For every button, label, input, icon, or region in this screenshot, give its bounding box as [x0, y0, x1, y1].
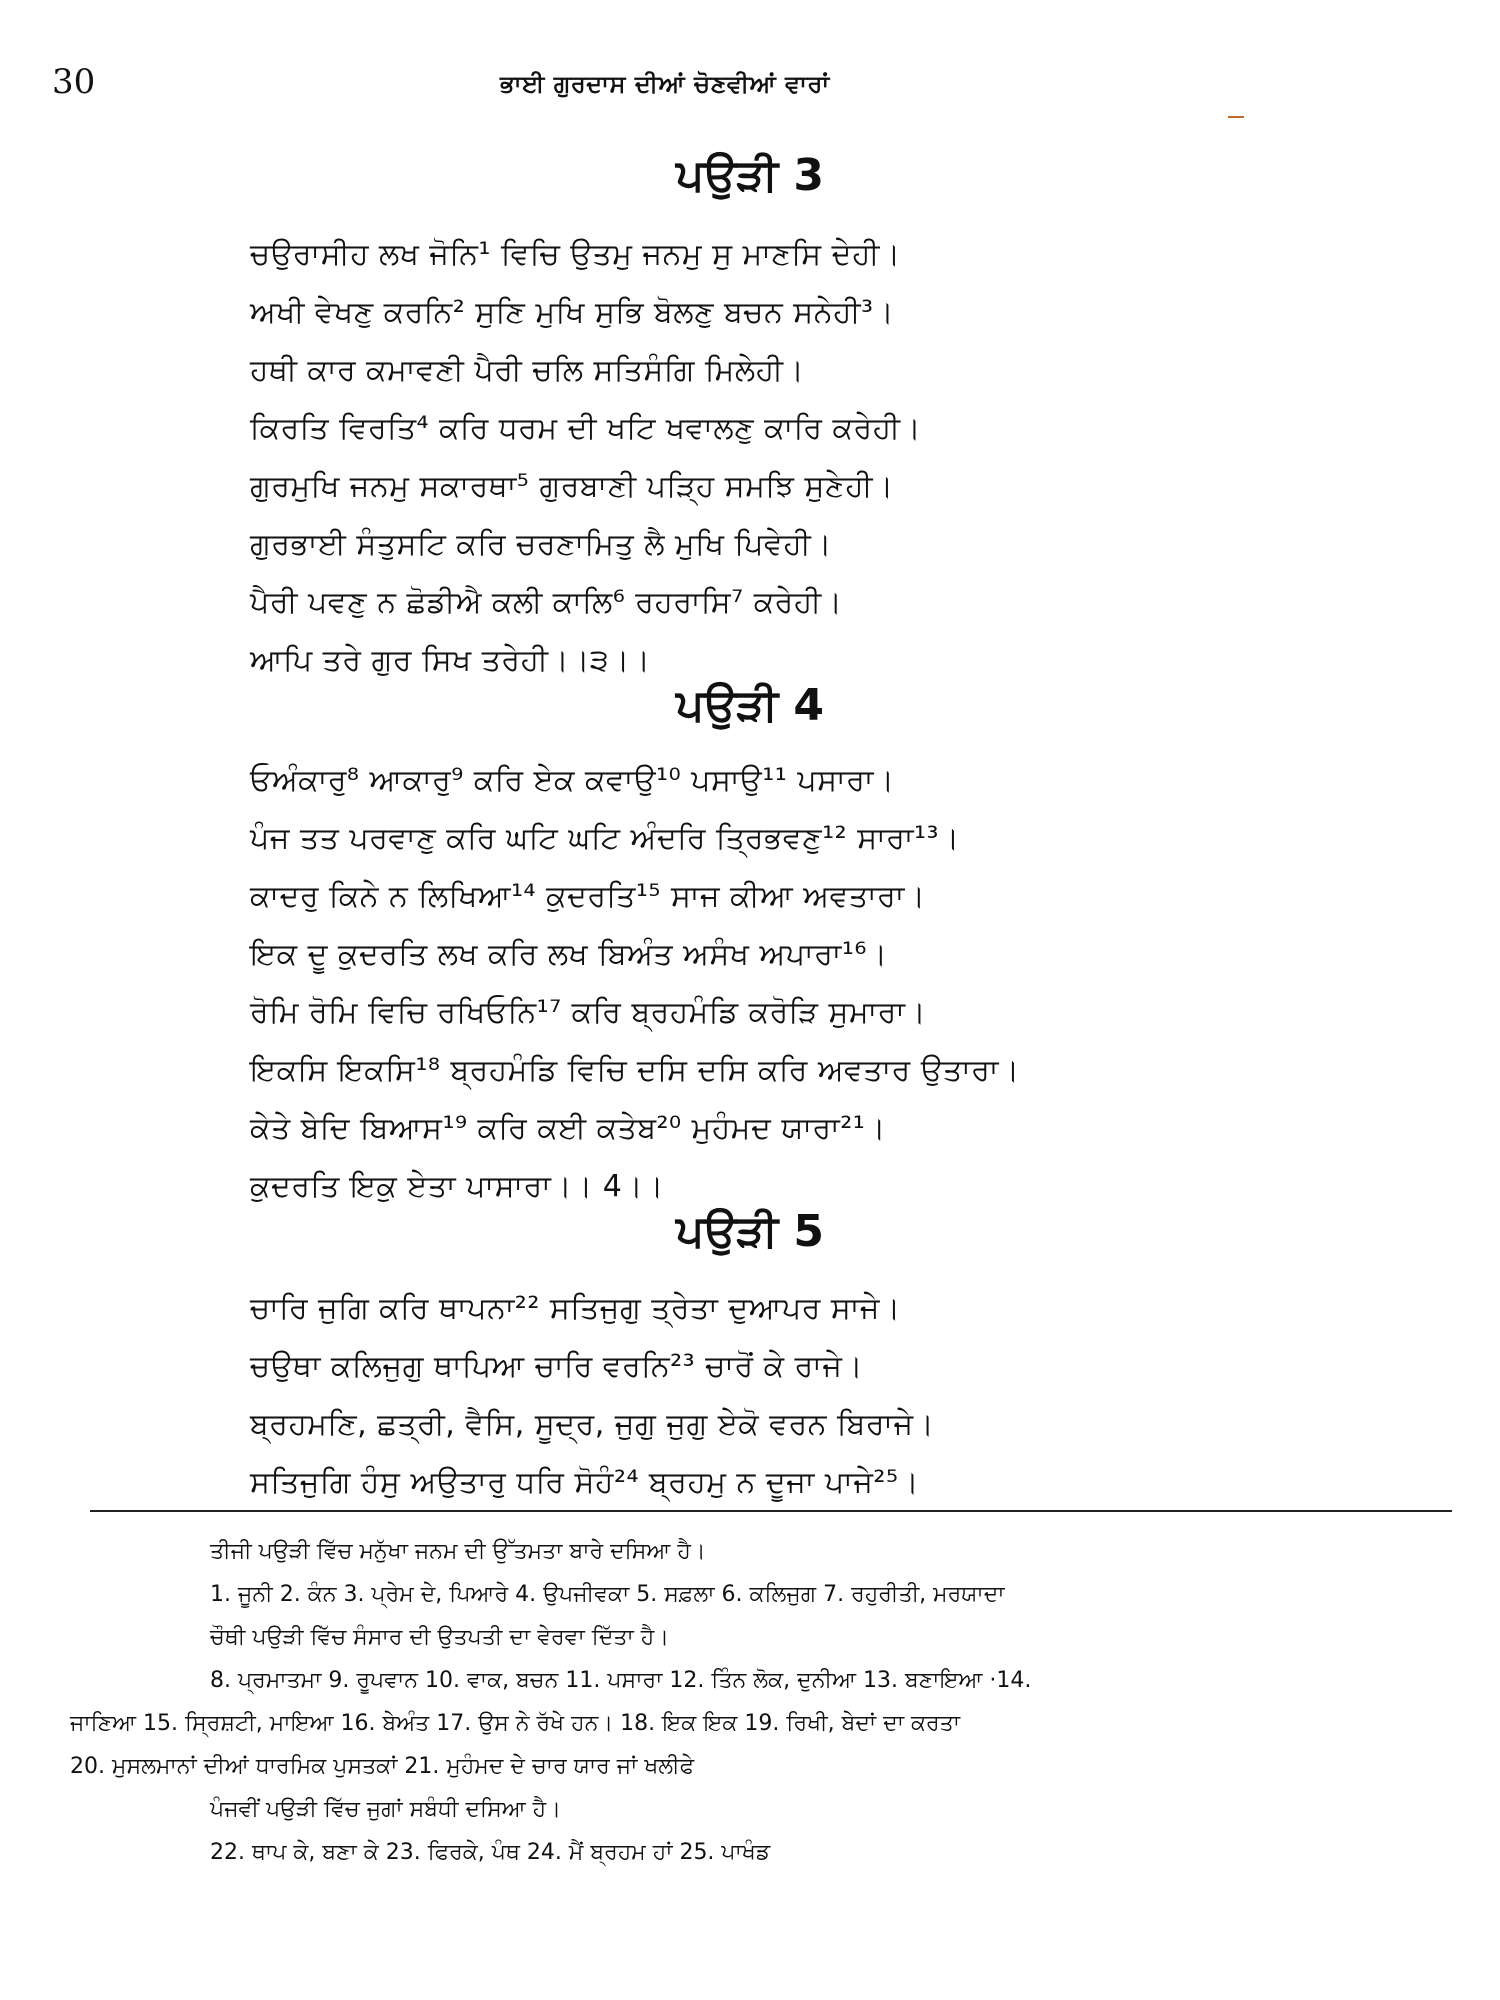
verse-line: ਕਾਦਰੁ ਕਿਨੇ ਨ ਲਿਖਿਆ¹⁴ ਕੁਦਰਤਿ¹⁵ ਸਾਜ ਕੀਆ ਅਵਤਾਰਾ।: [250, 879, 926, 914]
footnote-glosses-3: 1. ਜੂਨੀ 2. ਕੰਨ 3. ਪ੍ਰੇਮ ਦੇ, ਪਿਆਰੇ 4. ਉਪਜੀਵਕਾ 5. ਸਫ਼ਲਾ 6. ਕਲਿਜੁਗ 7. ਰਹੁਰੀਤੀ, ਮਰਯਾਦਾ: [210, 1582, 1005, 1607]
verse-line: ਕੇਤੇ ਬੇਦਿ ਬਿਆਸ¹⁹ ਕਰਿ ਕਈ ਕਤੇਬ²⁰ ਮੁਹੰਮਦ ਯਾਰਾ²¹।: [250, 1111, 886, 1146]
page-number: 30: [52, 62, 96, 102]
footnote-glosses-4c: 20. ਮੁਸਲਮਾਨਾਂ ਦੀਆਂ ਧਾਰਮਿਕ ਪੁਸਤਕਾਂ 21. ਮੁਹੰਮਦ ਦੇ ਚਾਰ ਯਾਰ ਜਾਂ ਖਲੀਫੇ: [70, 1754, 695, 1779]
verse-line: ਚਾਰਿ ਜੁਗਿ ਕਰਿ ਥਾਪਨਾ²² ਸਤਿਜੁਗੁ ਤ੍ਰੇਤਾ ਦੁਆਪਰ ਸਾਜੇ।: [250, 1291, 901, 1326]
stanza-5-verses: [250, 1280, 934, 1512]
footnote-divider: [90, 1510, 1452, 1512]
verse-line: ਕੁਦਰਤਿ ਇਕੁ ਏਤਾ ਪਾਸਾਰਾ।। 4।।: [250, 1169, 664, 1204]
verse-line: ਪੈਰੀ ਪਵਣੁ ਨ ਛੋਡੀਐ ਕਲੀ ਕਾਲਿ⁶ ਰਹਰਾਸਿ⁷ ਕਰੇਹੀ।: [250, 585, 843, 620]
verse-line: ਚਉਥਾ ਕਲਿਜੁਗੁ ਥਾਪਿਆ ਚਾਰਿ ਵਰਨਿ²³ ਚਾਰੋਂ ਕੇ ਰਾਜੇ।: [250, 1349, 864, 1384]
ink-mark: [1228, 116, 1244, 118]
footnotes: [70, 1530, 1450, 1874]
verse-line: ਗੁਰਭਾਈ ਸੰਤੁਸਟਿ ਕਰਿ ਚਰਣਾਮਿਤੁ ਲੈ ਮੁਖਿ ਪਿਵੇਹੀ।: [250, 527, 832, 562]
verse-line: ਆਪਿ ਤਰੇ ਗੁਰ ਸਿਖ ਤਰੇਹੀ।।੩।।: [250, 643, 651, 678]
footnote-glosses-4b: ਜਾਣਿਆ 15. ਸ੍ਰਿਸ਼ਟੀ, ਮਾਇਆ 16. ਬੇਅੰਤ 17. ਉਸ ਨੇ ਰੱਖੇ ਹਨ। 18. ਇਕ ਇਕ 19. ਰਿਖੀ, ਬੇਦਾਂ ਦਾ ਕਰਤਾ: [70, 1711, 961, 1736]
verse-line: ਸਤਿਜੁਗਿ ਹੰਸੁ ਅਉਤਾਰੁ ਧਰਿ ਸੋਹੰ²⁴ ਬ੍ਰਹਮੁ ਨ ਦੂਜਾ ਪਾਜੇ²⁵।: [250, 1465, 920, 1500]
stanza-3-verses: [250, 226, 921, 690]
footnote-glosses-4a: 8. ਪ੍ਰਮਾਤਮਾ 9. ਰੂਪਵਾਨ 10. ਵਾਕ, ਬਚਨ 11. ਪਸਾਰਾ 12. ਤਿੰਨ ਲੋਕ, ਦੁਨੀਆ 13. ਬਣਾਇਆ ·14.: [210, 1668, 1032, 1693]
running-title: ਭਾਈ ਗੁਰਦਾਸ ਦੀਆਂ ਚੋਣਵੀਆਂ ਵਾਰਾਂ: [500, 70, 830, 98]
verse-line: ਇਕਸਿ ਇਕਸਿ¹⁸ ਬ੍ਰਹਮੰਡਿ ਵਿਚਿ ਦਸਿ ਦਸਿ ਕਰਿ ਅਵਤਾਰ ਉਤਾਰਾ।: [250, 1053, 1020, 1088]
verse-line: ਬ੍ਰਹਮਣਿ, ਛਤ੍ਰੀ, ਵੈਸਿ, ਸੂਦ੍ਰ, ਜੁਗੁ ਜੁਗੁ ਏਕੋ ਵਰਨ ਬਿਰਾਜੇ।: [250, 1407, 935, 1442]
verse-line: ਓਅੰਕਾਰੁ⁸ ਆਕਾਰੁ⁹ ਕਰਿ ਏਕ ਕਵਾਉ¹⁰ ਪਸਾਉ¹¹ ਪਸਾਰਾ।: [250, 763, 895, 798]
verse-line: ਰੋਮਿ ਰੋਮਿ ਵਿਚਿ ਰਖਿਓਨਿ¹⁷ ਕਰਿ ਬ੍ਰਹਮੰਡਿ ਕਰੋੜਿ ਸੁਮਾਰਾ।: [250, 995, 927, 1030]
stanza-heading-5: ਪਉੜੀ 5: [675, 1206, 825, 1257]
verse-line: ਹਥੀ ਕਾਰ ਕਮਾਵਣੀ ਪੈਰੀ ਚਲਿ ਸਤਿਸੰਗਿ ਮਿਲੇਹੀ।: [250, 353, 805, 388]
verse-line: ਗੁਰਮੁਖਿ ਜਨਮੁ ਸਕਾਰਥਾ⁵ ਗੁਰਬਾਣੀ ਪੜ੍ਹਿ ਸਮਝਿ ਸੁਣੇਹੀ।: [250, 469, 894, 504]
verse-line: ਕਿਰਤਿ ਵਿਰਤਿ⁴ ਕਰਿ ਧਰਮ ਦੀ ਖਟਿ ਖਵਾਲਣੁ ਕਾਰਿ ਕਰੇਹੀ।: [250, 411, 922, 446]
footnote-intro-5: ਪੰਜਵੀਂ ਪਉੜੀ ਵਿੱਚ ਜੁਗਾਂ ਸਬੰਧੀ ਦਸਿਆ ਹੈ।: [210, 1797, 562, 1822]
verse-line: ਇਕ ਦੂ ਕੁਦਰਤਿ ਲਖ ਕਰਿ ਲਖ ਬਿਅੰਤ ਅਸੰਖ ਅਪਾਰਾ¹⁶।: [250, 937, 888, 972]
verse-line: ਪੰਜ ਤਤ ਪਰਵਾਣੁ ਕਰਿ ਘਟਿ ਘਟਿ ਅੰਦਰਿ ਤ੍ਰਿਭਵਣੁ¹² ਸਾਰਾ¹³।: [250, 821, 960, 856]
stanza-heading-3: ਪਉੜੀ 3: [675, 150, 825, 201]
verse-line: ਅਖੀ ਵੇਖਣੁ ਕਰਨਿ² ਸੁਣਿ ਮੁਖਿ ਸੁਭਿ ਬੋਲਣੁ ਬਚਨ ਸਨੇਹੀ³।: [250, 295, 895, 330]
verse-line: ਚਉਰਾਸੀਹ ਲਖ ਜੋਨਿ¹ ਵਿਚਿ ਉਤਮੁ ਜਨਮੁ ਸੁ ਮਾਣਸਿ ਦੇਹੀ।: [250, 237, 901, 272]
stanza-4-verses: [250, 752, 1020, 1216]
footnote-intro-4: ਚੌਥੀ ਪਉੜੀ ਵਿੱਚ ਸੰਸਾਰ ਦੀ ਉਤਪਤੀ ਦਾ ਵੇਰਵਾ ਦਿੱਤਾ ਹੈ।: [210, 1625, 670, 1650]
page-header: [0, 62, 1500, 106]
stanza-heading-4: ਪਉੜੀ 4: [675, 680, 825, 731]
footnote-glosses-5: 22. ਥਾਪ ਕੇ, ਬਣਾ ਕੇ 23. ਫਿਰਕੇ, ਪੰਥ 24. ਮੈਂ ਬ੍ਰਹਮ ਹਾਂ 25. ਪਾਖੰਡ: [210, 1840, 771, 1865]
footnote-intro-3: ਤੀਜੀ ਪਉੜੀ ਵਿੱਚ ਮਨੁੱਖਾ ਜਨਮ ਦੀ ਉੱਤਮਤਾ ਬਾਰੇ ਦਸਿਆ ਹੈ।: [210, 1539, 706, 1564]
